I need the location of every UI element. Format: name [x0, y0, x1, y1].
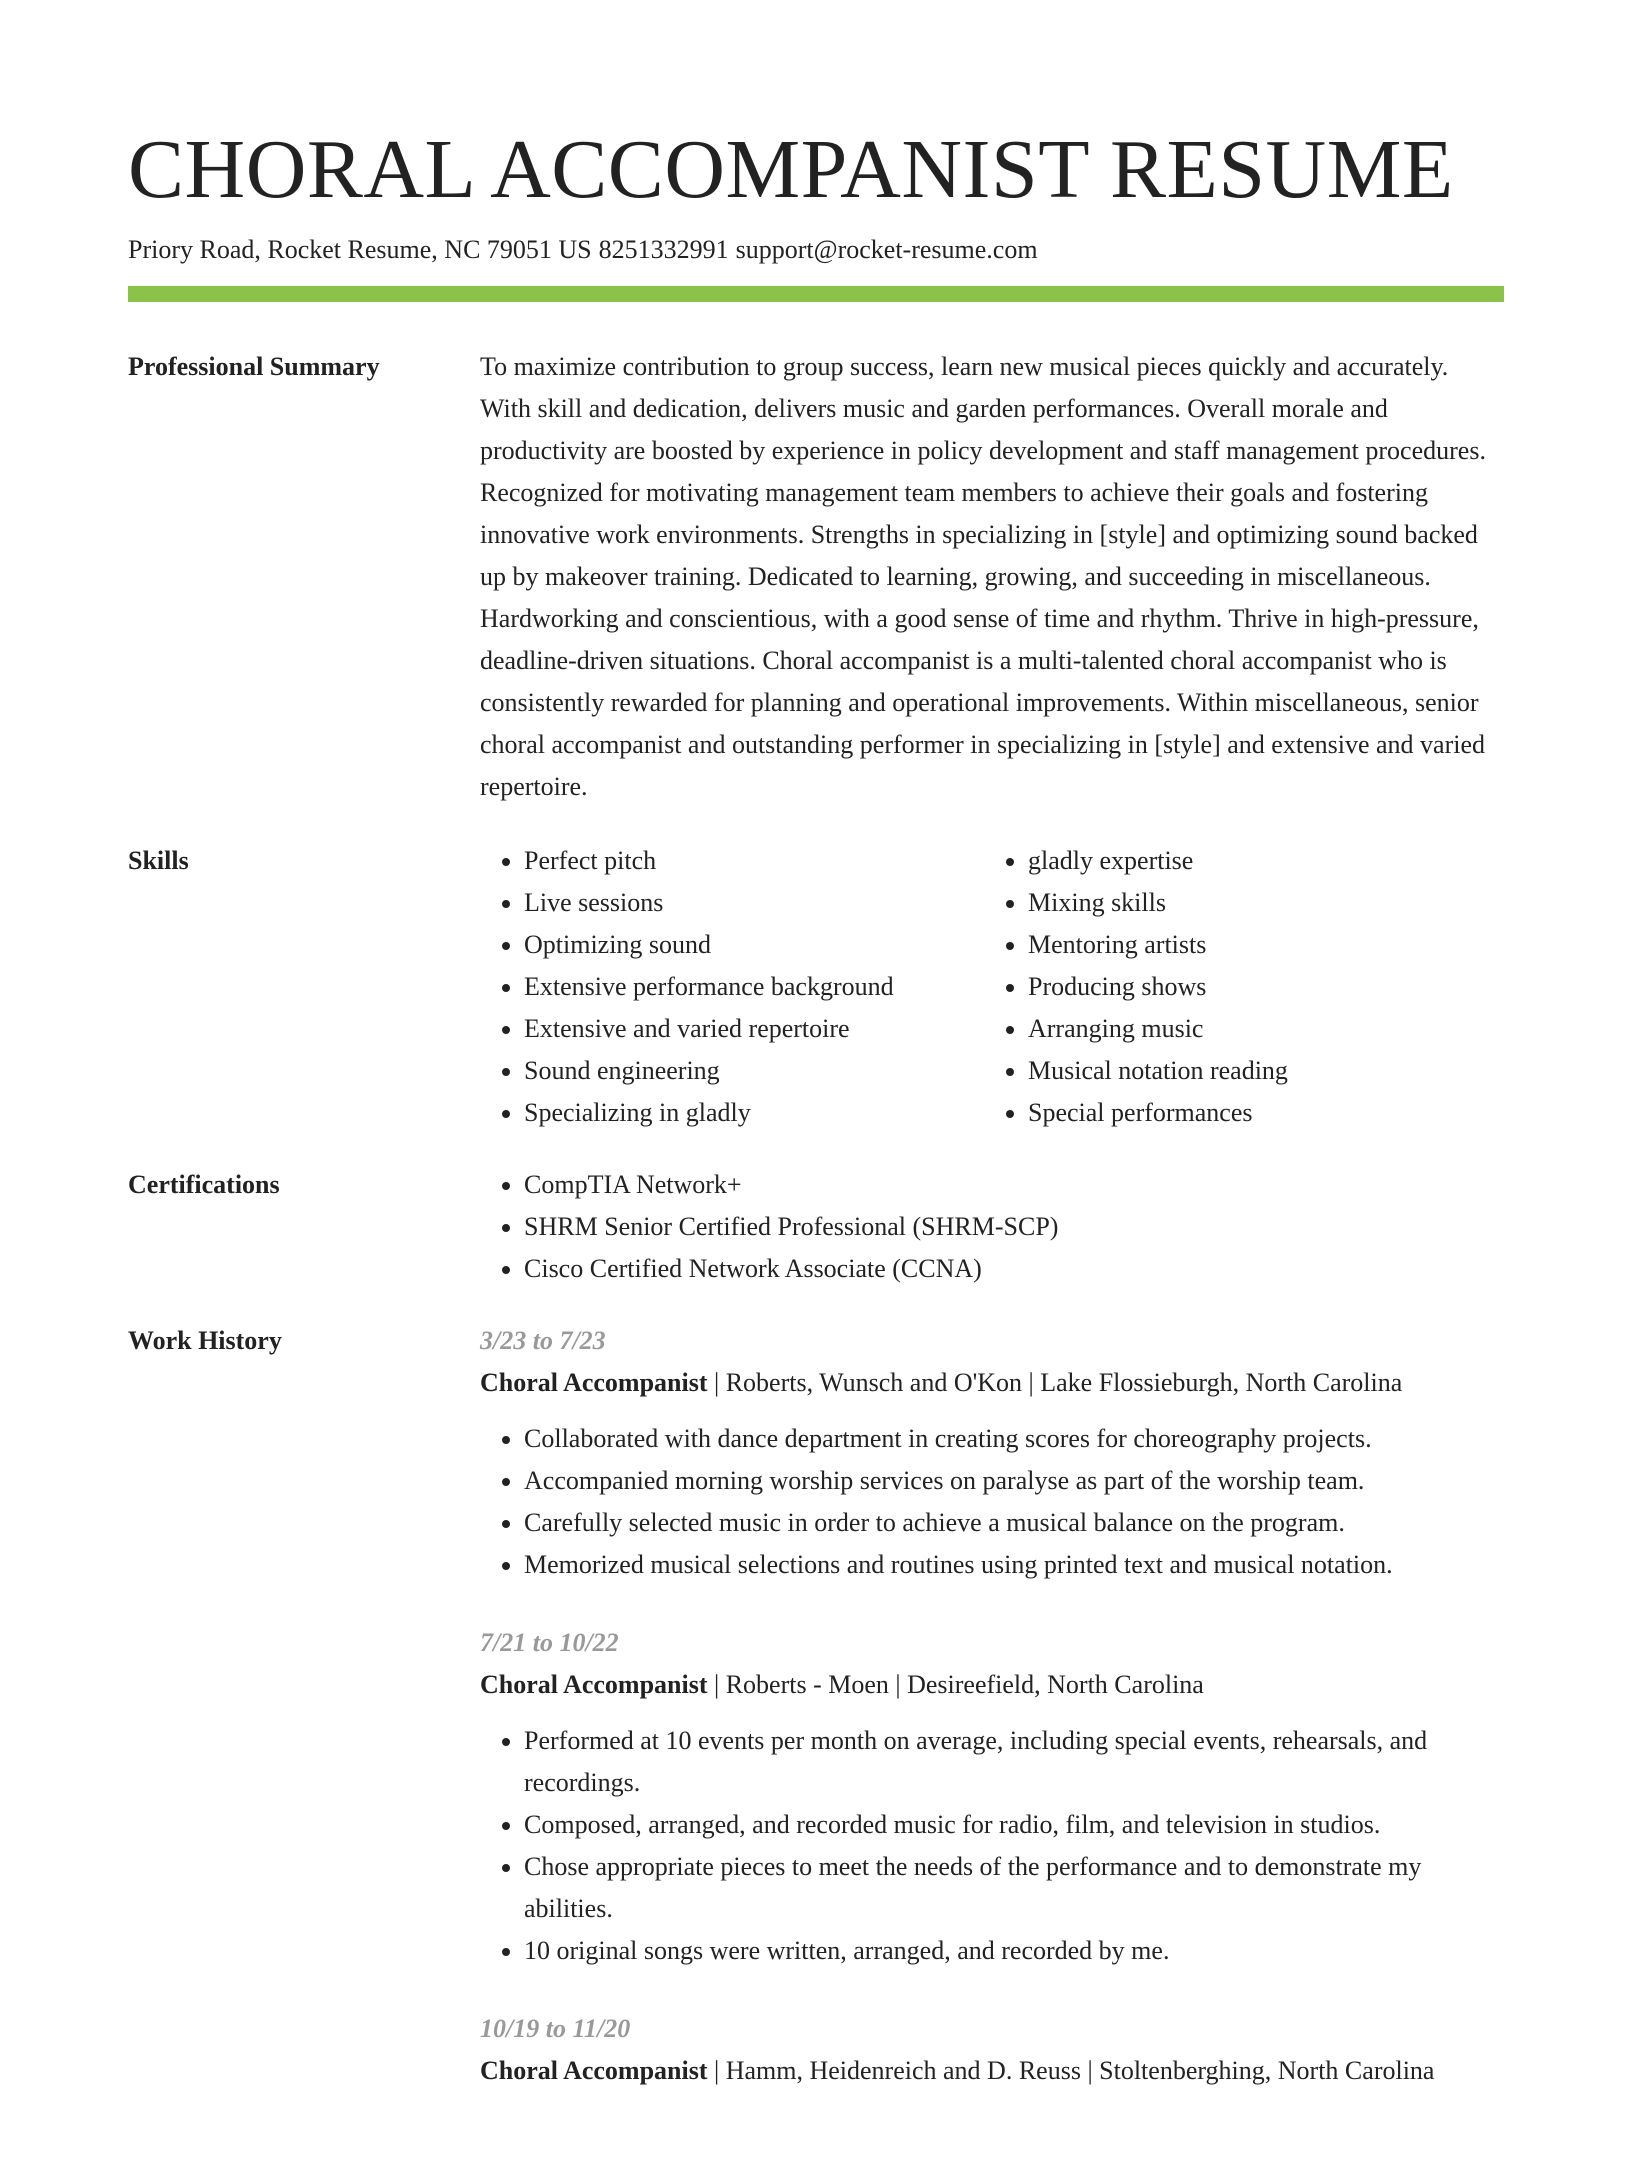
contact-line: [128, 232, 1504, 268]
job-heading: [480, 2050, 1504, 2092]
skills-list-right: [984, 840, 1504, 1134]
job-duty: • Carefully selected music in order to achieve a musical balance on the program.: [524, 1502, 1504, 1544]
job-entry: [480, 2008, 1504, 2092]
job-duty: • Accompanied morning worship services on paralyse as part of the worship team.: [524, 1460, 1504, 1502]
skill-item: • Extensive performance background: [524, 966, 984, 1008]
skill-item: • Perfect pitch: [524, 840, 984, 882]
contact-address: Priory Road, Rocket Resume, NC 79051 US: [128, 235, 592, 264]
job-duty: • 10 original songs were written, arranged, and recorded by me.: [524, 1930, 1504, 1972]
job-dates: 7/21 to 10/22: [480, 1628, 619, 1657]
skills-heading: Skills: [128, 846, 189, 875]
skills-list-left: [480, 840, 984, 1134]
job-duty: • Memorized musical selections and routines using printed text and musical notation.: [524, 1544, 1504, 1586]
job-duties-list: [480, 1418, 1504, 1586]
resume-page: [128, 118, 1504, 2160]
job-duty: • Composed, arranged, and recorded music for radio, film, and television in studios.: [524, 1804, 1504, 1846]
contact-email: support@rocket-resume.com: [735, 235, 1038, 264]
work-history-heading: Work History: [128, 1326, 282, 1355]
skill-item: • Special performances: [1028, 1092, 1504, 1134]
summary-heading: Professional Summary: [128, 352, 380, 381]
job-duty: • Performed at 10 events per month on average, including special events, rehearsals, and recordings.: [524, 1720, 1504, 1804]
skill-item: • Specializing in gladly: [524, 1092, 984, 1134]
job-duty: • Chose appropriate pieces to meet the needs of the performance and to demonstrate my abilities.: [524, 1846, 1504, 1930]
skill-item: • gladly expertise: [1028, 840, 1504, 882]
job-dates: 10/19 to 11/20: [480, 2014, 631, 2043]
job-title: Choral Accompanist: [480, 1670, 708, 1699]
certification-item: • CompTIA Network+: [524, 1164, 1504, 1206]
job-heading: [480, 1362, 1504, 1404]
resume-title: CHORAL ACCOMPANIST RESUME: [128, 123, 1454, 216]
job-dates: 3/23 to 7/23: [480, 1326, 606, 1355]
summary-section: [128, 346, 1504, 808]
certifications-section: [128, 1164, 1504, 1290]
job-title: Choral Accompanist: [480, 1368, 708, 1397]
job-employer-location: | Hamm, Heidenreich and D. Reuss | Stoltenberghing, North Carolina: [707, 2056, 1435, 2085]
job-duty: • Collaborated with dance department in creating scores for choreography projects.: [524, 1418, 1504, 1460]
job-duties-list: [480, 1720, 1504, 1972]
skill-item: • Live sessions: [524, 882, 984, 924]
skill-item: • Mentoring artists: [1028, 924, 1504, 966]
work-history-section: [128, 1320, 1504, 2128]
skill-item: • Producing shows: [1028, 966, 1504, 1008]
header-divider: [128, 286, 1504, 302]
job-entry: [480, 1320, 1504, 1586]
job-employer-location: | Roberts, Wunsch and O'Kon | Lake Flossieburgh, North Carolina: [707, 1368, 1403, 1397]
certifications-list: [480, 1164, 1504, 1290]
summary-text: To maximize contribution to group success, learn new musical pieces quickly and accurately. With skill and dedication, delivers music and garden performances. Overall morale and productivity are boosted by experience in policy development and staff management procedures. Recognized for motivating management team members to achieve their goals and fostering innovative work environments. Strengths in specializing in [style] and optimizing sound backed up by makeover training. Dedicated to learning, growing, and succeeding in miscellaneous. Hardworking and conscientious, with a good sense of time and rhythm. Thrive in high-pressure, deadline-driven situations. Choral accompanist is a multi-talented choral accompanist who is consistently rewarded for planning and operational improvements. Within miscellaneous, senior choral accompanist and outstanding performer in specializing in [style] and extensive and varied repertoire.: [480, 352, 1486, 801]
contact-phone: 8251332991: [598, 235, 729, 264]
skill-item: • Mixing skills: [1028, 882, 1504, 924]
skill-item: • Musical notation reading: [1028, 1050, 1504, 1092]
skill-item: • Extensive and varied repertoire: [524, 1008, 984, 1050]
job-entry: [480, 1622, 1504, 1972]
skill-item: • Arranging music: [1028, 1008, 1504, 1050]
certification-item: • SHRM Senior Certified Professional (SHRM-SCP): [524, 1206, 1504, 1248]
skill-item: • Optimizing sound: [524, 924, 984, 966]
skill-item: • Sound engineering: [524, 1050, 984, 1092]
job-employer-location: | Roberts - Moen | Desireefield, North Carolina: [707, 1670, 1204, 1699]
certification-item: • Cisco Certified Network Associate (CCNA): [524, 1248, 1504, 1290]
skills-section: [128, 840, 1504, 1134]
certifications-heading: Certifications: [128, 1170, 280, 1199]
job-heading: [480, 1664, 1504, 1706]
job-title: Choral Accompanist: [480, 2056, 708, 2085]
